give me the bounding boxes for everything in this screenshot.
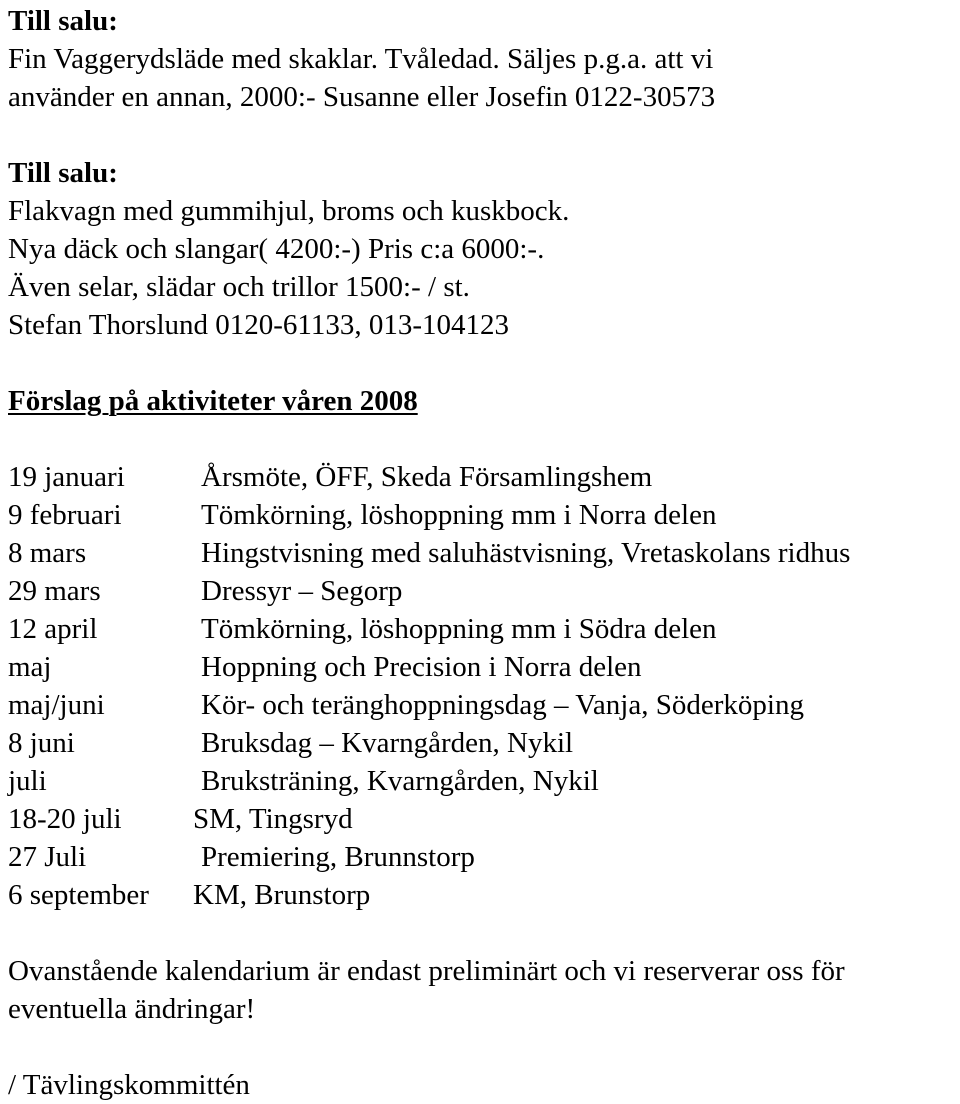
schedule-row bbox=[8, 496, 958, 534]
schedule-event: Hingstvisning med saluhästvisning, Vretaskolans ridhus bbox=[201, 537, 851, 569]
schedule-event: Bruksdag – Kvarngården, Nykil bbox=[201, 727, 574, 759]
schedule-event: Premiering, Brunnstorp bbox=[201, 841, 475, 873]
schedule-event: Årsmöte, ÖFF, Skeda Församlingshem bbox=[201, 461, 653, 493]
sale-ad-wagon bbox=[8, 154, 958, 344]
document-page bbox=[8, 0, 958, 1104]
schedule-row bbox=[8, 724, 958, 762]
schedule-row bbox=[8, 534, 958, 572]
schedule-row bbox=[8, 686, 958, 724]
schedule-date: 29 mars bbox=[8, 575, 101, 607]
sale-ad-heading: Till salu: bbox=[8, 5, 118, 37]
schedule-row bbox=[8, 800, 958, 838]
schedule-date: 8 juni bbox=[8, 727, 75, 759]
disclaimer-note bbox=[8, 952, 958, 1028]
schedule-row bbox=[8, 610, 958, 648]
schedule-title: Förslag på aktiviteter våren 2008 bbox=[8, 385, 418, 417]
schedule-date: 9 februari bbox=[8, 499, 122, 531]
schedule-table bbox=[8, 458, 958, 914]
schedule-event: Tömkörning, löshoppning mm i Södra delen bbox=[201, 613, 717, 645]
schedule-row bbox=[8, 838, 958, 876]
spacer bbox=[8, 344, 958, 382]
schedule-event: KM, Brunstorp bbox=[193, 879, 371, 911]
schedule-date: 27 Juli bbox=[8, 841, 87, 873]
schedule-date: 18-20 juli bbox=[8, 803, 122, 835]
schedule-row bbox=[8, 876, 958, 914]
sale-ad-sled bbox=[8, 2, 958, 116]
sale-ad-line: Flakvagn med gummihjul, broms och kuskbock. bbox=[8, 195, 570, 227]
sale-ad-line: Nya däck och slangar( 4200:-) Pris c:a 6000:-. bbox=[8, 233, 545, 265]
disclaimer-line: eventuella ändringar! bbox=[8, 993, 256, 1025]
schedule-date: 6 september bbox=[8, 879, 149, 911]
schedule-event: Hoppning och Precision i Norra delen bbox=[201, 651, 642, 683]
schedule-date: 19 januari bbox=[8, 461, 125, 493]
schedule-row bbox=[8, 572, 958, 610]
disclaimer-line: Ovanstående kalendarium är endast preliminärt och vi reserverar oss för bbox=[8, 955, 845, 987]
schedule-date: 12 april bbox=[8, 613, 98, 645]
schedule-event: Bruksträning, Kvarngården, Nykil bbox=[201, 765, 599, 797]
signature: / Tävlingskommittén bbox=[8, 1069, 250, 1101]
spacer bbox=[8, 914, 958, 952]
schedule-date: juli bbox=[8, 765, 47, 797]
schedule-event: Tömkörning, löshoppning mm i Norra delen bbox=[201, 499, 717, 531]
spacer bbox=[8, 420, 958, 458]
sale-ad-line: Även selar, slädar och trillor 1500:- / st. bbox=[8, 271, 470, 303]
schedule-row bbox=[8, 762, 958, 800]
schedule-date: 8 mars bbox=[8, 537, 87, 569]
schedule-row bbox=[8, 458, 958, 496]
schedule-event: SM, Tingsryd bbox=[193, 803, 353, 835]
spacer bbox=[8, 116, 958, 154]
schedule-event: Kör- och teränghoppningsdag – Vanja, Söderköping bbox=[201, 689, 804, 721]
sale-ad-line: använder en annan, 2000:- Susanne eller Josefin 0122-30573 bbox=[8, 81, 716, 113]
schedule-event: Dressyr – Segorp bbox=[201, 575, 403, 607]
sale-ad-line: Stefan Thorslund 0120-61133, 013-104123 bbox=[8, 309, 510, 341]
sale-ad-heading: Till salu: bbox=[8, 157, 118, 189]
schedule-date: maj/juni bbox=[8, 689, 105, 721]
schedule-date: maj bbox=[8, 651, 52, 683]
sale-ad-line: Fin Vaggerydsläde med skaklar. Tvåledad. Säljes p.g.a. att vi bbox=[8, 43, 714, 75]
schedule-row bbox=[8, 648, 958, 686]
spacer bbox=[8, 1028, 958, 1066]
